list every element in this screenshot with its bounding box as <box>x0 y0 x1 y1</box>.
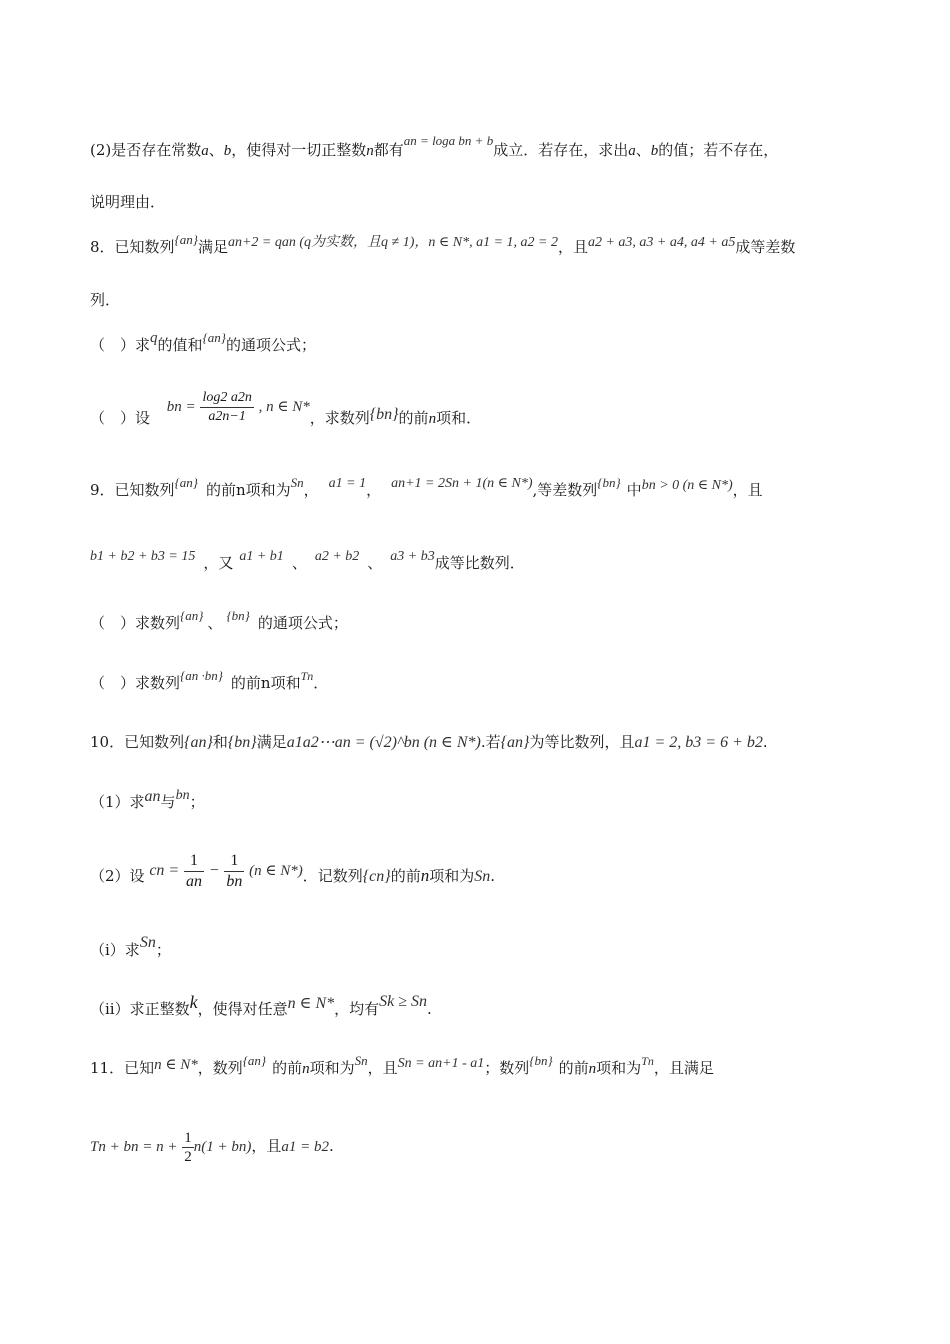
text: 成等差数 <box>735 238 796 256</box>
text: （2）设 <box>90 867 145 885</box>
text: ；数列 <box>484 1059 530 1077</box>
text: ，且 <box>732 481 763 499</box>
text: 项和为 <box>429 867 475 885</box>
sequence: {cn} <box>362 868 391 885</box>
text: 、 <box>367 554 383 572</box>
var-Tn: Tn <box>641 1054 654 1068</box>
text: 成等比数列． <box>434 554 525 572</box>
text: 、 <box>207 614 223 632</box>
problem-10-part-1 <box>90 788 890 814</box>
text: 的值；若不存在， <box>658 141 779 159</box>
denominator: bn <box>226 872 243 890</box>
var-n: n <box>588 1061 597 1077</box>
text: ，均有 <box>334 1000 380 1018</box>
text: ， <box>303 481 319 499</box>
text: ，又 <box>203 554 234 572</box>
formula: a1 = 1 <box>328 476 367 491</box>
text: 的通项公式； <box>225 336 316 354</box>
sequence: {bn} <box>226 608 250 623</box>
fraction <box>200 389 253 426</box>
var-an: an <box>144 788 161 805</box>
var-n: n <box>366 143 374 159</box>
text: 的前 <box>398 409 429 427</box>
text: . <box>329 1137 334 1155</box>
formula: an+1 = 2Sn + 1(n ∈ N*) <box>391 476 533 491</box>
condition: (n ∈ N*) <box>249 863 303 879</box>
formula: Tn + bn = n + <box>90 1139 178 1155</box>
var-bn: bn <box>175 788 190 803</box>
var-Sn: Sn <box>139 934 156 951</box>
text: 的前 <box>390 867 421 885</box>
text: 项和为 <box>596 1059 642 1077</box>
formula: a1 + b1 <box>239 549 284 564</box>
formula: a2 + b2 <box>314 549 360 564</box>
formula: n(1 + bn) <box>193 1139 252 1155</box>
var-n: n <box>428 411 437 427</box>
text: . <box>762 733 768 751</box>
formula: a1 = 2, b3 = 6 + b2 <box>634 734 763 751</box>
text: （i）求 <box>90 941 140 959</box>
text: 的前 <box>558 1059 589 1077</box>
text: （ii）求正整数 <box>90 1000 190 1018</box>
numerator: 1 <box>184 1129 192 1146</box>
text: 与 <box>160 793 176 811</box>
text: 项和． <box>436 409 482 427</box>
text: 和 <box>212 733 228 751</box>
problem-7-part-2 <box>90 133 890 161</box>
text: .若 <box>480 733 501 751</box>
sequence: {an} <box>180 608 204 623</box>
text: 的前 <box>272 1059 303 1077</box>
formula: an+2 = qan (q为实数，且q ≠ 1)，n ∈ N*, a1 = 1, a2 = 2 <box>227 235 558 250</box>
sequence: {an} <box>202 330 226 345</box>
var-Sn: Sn <box>354 1053 368 1068</box>
formula-lhs: cn = <box>149 862 180 879</box>
problem-number: 11．已知 <box>90 1059 155 1077</box>
var-Sn: Sn <box>290 475 304 490</box>
text: 、 <box>635 141 651 159</box>
var-Tn: Tn <box>300 669 314 683</box>
problem-8-cont <box>90 290 890 310</box>
formula: a1a2⋯an = (√2)^bn (n ∈ N*) <box>286 734 481 751</box>
operator: − <box>208 862 220 879</box>
text: (2)是否存在常数 <box>90 141 202 159</box>
problem-number: 8．已知数列 <box>90 238 175 256</box>
text: 的前n项和为 <box>205 481 291 499</box>
text: ； <box>189 793 205 811</box>
text: ； <box>155 941 171 959</box>
text: 的值和 <box>157 336 203 354</box>
problem-9-cont <box>90 549 890 575</box>
formula: a2 + a3, a3 + a4, a4 + a5 <box>587 235 736 250</box>
text: 的前n项和 <box>230 674 301 692</box>
var-b: b <box>223 143 232 159</box>
problem-10-stem <box>90 732 890 753</box>
var-b: b <box>650 143 659 159</box>
denominator: a2n−1 <box>208 408 246 424</box>
var-n: n <box>420 866 430 885</box>
text: ， <box>366 481 382 499</box>
numerator: log2 a2n <box>200 389 253 408</box>
text: 说明理由． <box>90 193 166 211</box>
problem-number: 10．已知数列 <box>90 733 185 751</box>
denominator: an <box>186 872 203 890</box>
numerator: 1 <box>184 851 204 872</box>
fraction <box>184 851 204 892</box>
problem-10-part-2 <box>90 851 890 899</box>
text: ,等差数列 <box>532 481 598 499</box>
fraction <box>224 851 244 892</box>
text: ，且 <box>367 1059 398 1077</box>
text: 项和为 <box>309 1059 355 1077</box>
text: ，使得对任意 <box>197 1000 288 1018</box>
sequence: {an} <box>500 734 530 751</box>
var-q: q <box>150 330 158 346</box>
text: 成立．若存在，求出 <box>493 141 629 159</box>
text: （ ）求 <box>90 336 151 354</box>
formula: Sk ≥ Sn <box>379 993 428 1010</box>
text: （ ）设 <box>90 409 151 427</box>
text: . <box>427 1000 432 1018</box>
text: 满足 <box>197 238 228 256</box>
formula <box>167 384 310 429</box>
formula: an = loga bn + b <box>403 133 494 148</box>
text: （ ）求数列 <box>90 674 181 692</box>
problem-8-stem <box>90 232 890 259</box>
problem-10-sub-ii <box>90 992 890 1020</box>
sequence: {bn} <box>597 475 621 490</box>
text: 的通项公式； <box>257 614 348 632</box>
problem-11-cont <box>90 1124 890 1169</box>
numerator: 1 <box>224 851 244 872</box>
text: ，且 <box>557 238 588 256</box>
problem-9-part-1 <box>90 608 890 634</box>
sequence: {an} <box>242 1053 267 1068</box>
formula <box>149 848 302 893</box>
sequence: {an} <box>174 475 198 490</box>
sequence: {an} <box>184 734 213 751</box>
problem-11-stem <box>90 1053 890 1080</box>
text: 、 <box>291 554 307 572</box>
formula-lhs: bn = <box>166 399 196 415</box>
formula: a1 = b2 <box>281 1139 330 1155</box>
text: （1）求 <box>90 793 145 811</box>
problem-9-part-2 <box>90 668 890 694</box>
text: ． <box>313 674 329 692</box>
var-a: a <box>628 143 636 159</box>
text: 满足 <box>256 733 287 751</box>
text: ，数列 <box>197 1059 243 1077</box>
sequence: {bn} <box>529 1053 553 1068</box>
text: . <box>490 867 495 885</box>
formula: n ∈ N* <box>287 995 335 1012</box>
var-k: k <box>189 992 198 1012</box>
var-Sn: Sn <box>474 868 491 885</box>
condition: , n ∈ N* <box>258 399 310 415</box>
denominator: 2 <box>184 1148 192 1165</box>
text: （ ）求数列 <box>90 614 181 632</box>
text: 都有 <box>373 141 404 159</box>
problem-7-cont <box>90 192 890 212</box>
problem-number: 9．已知数列 <box>90 481 175 499</box>
text: 、 <box>208 141 224 159</box>
problem-8-part-1 <box>90 330 890 356</box>
text: ，且 <box>251 1137 282 1155</box>
text: 为等比数列，且 <box>529 733 635 751</box>
problem-9-stem <box>90 475 890 502</box>
text: ，使得对一切正整数 <box>231 141 367 159</box>
sequence: {bn} <box>369 406 399 423</box>
text: 中 <box>626 481 642 499</box>
text: 列． <box>90 291 121 309</box>
sequence: {bn} <box>227 734 257 751</box>
text: ，求数列 <box>309 409 370 427</box>
sequence: {an} <box>174 232 198 247</box>
var-a: a <box>201 143 209 159</box>
sequence: {an ·bn} <box>180 668 223 683</box>
formula: bn > 0 (n ∈ N*) <box>641 478 733 493</box>
formula: a3 + b3 <box>390 549 435 564</box>
fraction <box>182 1129 194 1166</box>
problem-8-part-2 <box>90 389 890 441</box>
var-n: n <box>302 1061 310 1077</box>
formula: n ∈ N* <box>154 1057 198 1073</box>
text: ．记数列 <box>302 867 363 885</box>
formula: b1 + b2 + b3 = 15 <box>90 549 196 564</box>
text: ，且满足 <box>653 1059 714 1077</box>
problem-10-sub-i <box>90 934 890 961</box>
formula: Sn = an+1 - a1 <box>397 1056 485 1071</box>
